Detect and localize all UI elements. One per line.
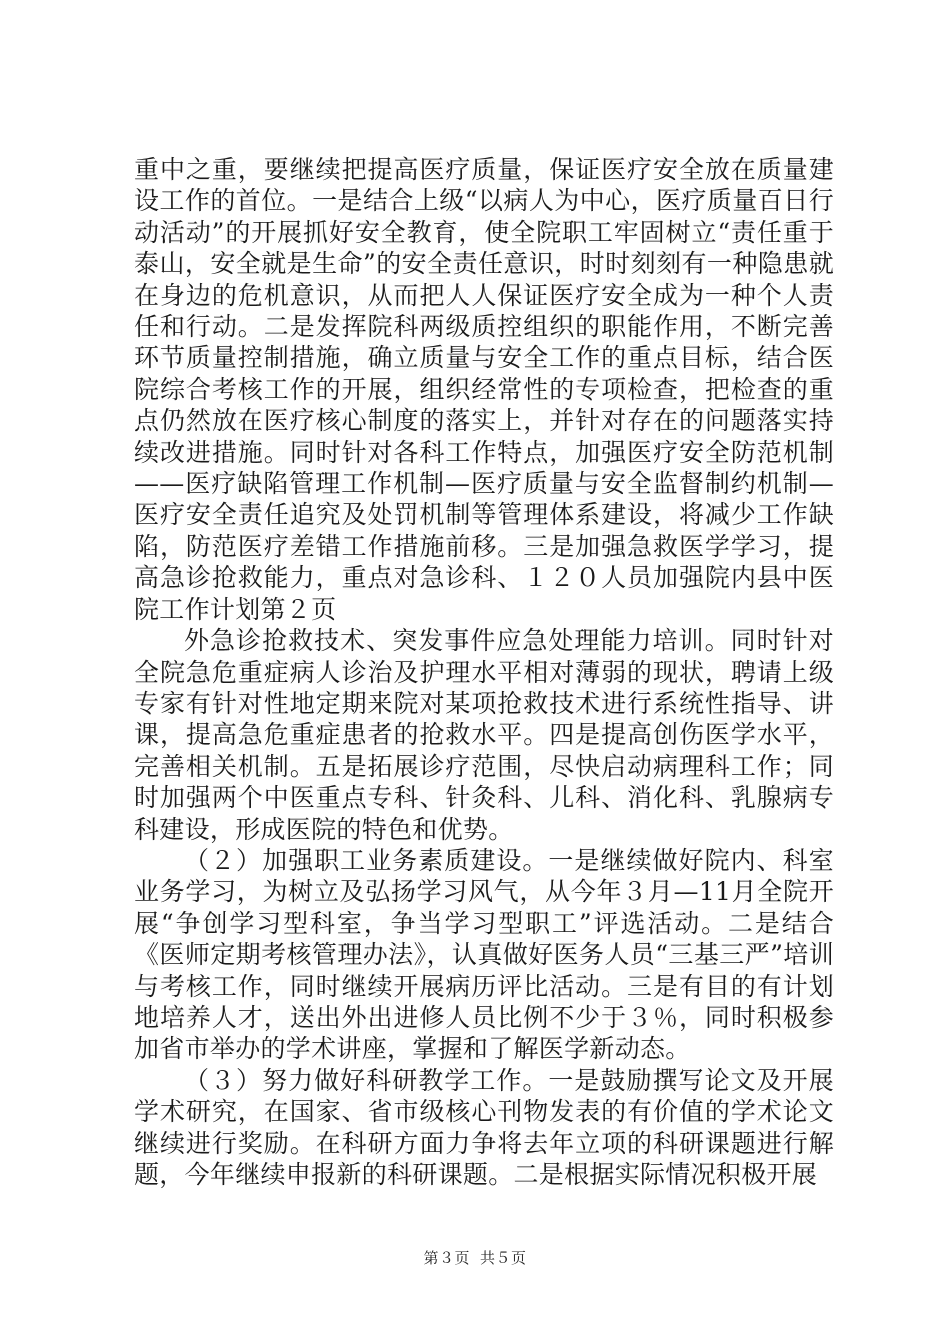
document-body [134, 154, 834, 1190]
paragraph-quality-safety: 重中之重，要继续把提高医疗质量，保证医疗安全放在质量建设工作的首位。一是结合上级“以病人为中心，医疗质量百日行动活动”的开展抓好安全教育，使全院职工牢固树立“责任重于泰山，安全就是生命”的安全责任意识，时时刻刻有一种隐患就在身边的危机意识，从而把人人保证医疗安全成为一种个人责任和行动。二是发挥院科两级质控组织的职能作用，不断完善环节质量控制措施，确立质量与安全工作的重点目标，结合医院综合考核工作的开展，组织经常性的专项检查，把检查的重点仍然放在医疗核心制度的落实上，并针对存在的问题落实持续改进措施。同时针对各科工作特点，加强医疗安全防范机制——医疗缺陷管理工作机制—医疗质量与安全监督制约机制—医疗安全责任追究及处罚机制等管理体系建设，将减少工作缺陷，防范医疗差错工作措施前移。三是加强急救医学学习，提高急诊抢救能力，重点对急诊科、１２０人员加强院内县中医院工作计划第２页 [134, 155, 834, 624]
paragraph-research-teaching: （３）努力做好科研教学工作。一是鼓励撰写论文及开展学术研究，在国家、省市级核心刊物发表的有价值的学术论文继续进行奖励。在科研方面力争将去年立项的科研课题进行解题，今年继续申报新的科研课题。二是根据实际情况积极开展 [134, 1065, 834, 1189]
page-footer [0, 1247, 950, 1268]
page-number: 第３页 [423, 1249, 470, 1267]
paragraph-emergency-training: 外急诊抢救技术、突发事件应急处理能力培训。同时针对全院急危重症病人诊治及护理水平相对薄弱的现状，聘请上级专家有针对性地定期来院对某项抢救技术进行系统性指导、讲课，提高急危重症患者的抢救水平。四是提高创伤医学水平，完善相关机制。五是拓展诊疗范围，尽快启动病理科工作；同时加强两个中医重点专科、针灸科、儿科、消化科、乳腺病专科建设，形成医院的特色和优势。 [134, 626, 834, 844]
page-total: 共５页 [480, 1249, 527, 1267]
paragraph-staff-quality: （２）加强职工业务素质建设。一是继续做好院内、科室业务学习，为树立及弘扬学习风气，从今年３月—11月全院开展“争创学习型科室，争当学习型职工”评选活动。二是结合《医师定期考核管理办法》，认真做好医务人员“三基三严”培训与考核工作，同时继续开展病历评比活动。三是有目的有计划地培养人才，送出外出进修人员比例不少于３％，同时积极参加省市举办的学术讲座，掌握和了解医学新动态。 [134, 845, 834, 1064]
